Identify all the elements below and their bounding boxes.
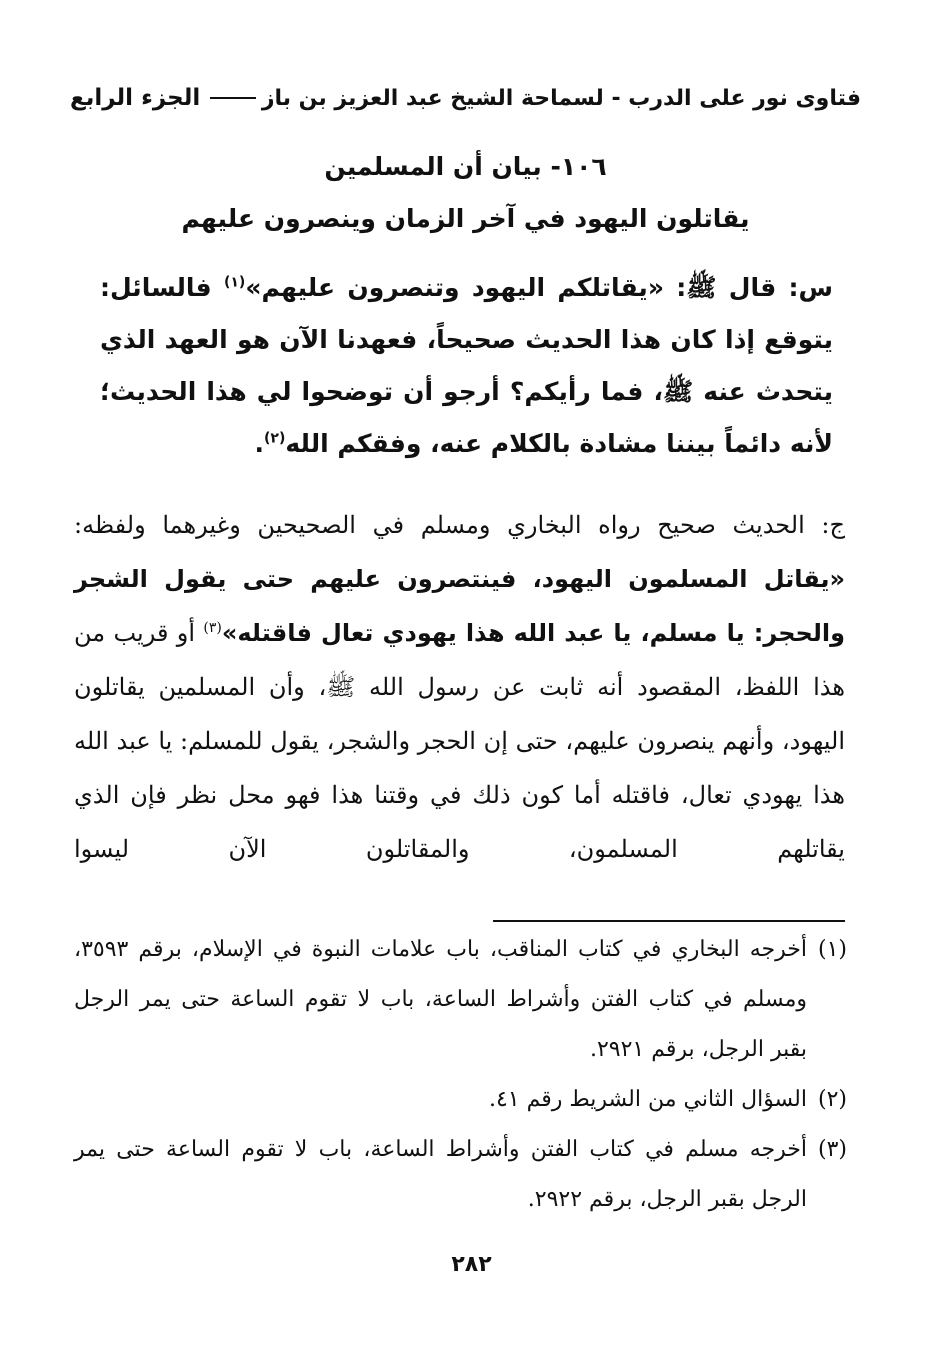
footnote-text: أخرجه البخاري في كتاب المناقب، باب علامات النبوة في الإسلام، برقم ٣٥٩٣، ومسلم في كتاب الفتن وأشراط الساعة، باب لا تقوم الساعة حتى يمر الرجل بقبر الرجل، برقم ٢٩٢١.	[74, 937, 807, 1062]
answer-body: أو قريب من هذا اللفظ، المقصود أنه ثابت عن رسول الله ﷺ، وأن المسلمين يقاتلون اليهود، وأنهم ينصرون عليهم، حتى إن الحجر والشجر، يقول للمسلم: يا عبد الله هذا يهودي تعال، فاقتله أما كون ذلك في وقتنا هذا فهو محل نظر فإن الذي يقاتلهم المسلمون، والمقاتلون الآن ليسوا	[74, 619, 846, 863]
volume-label: الجزء الرابع	[70, 85, 201, 111]
question-text: فالسائل: يتوقع إذا كان هذا الحديث صحيحاً، فعهدنا الآن هو العهد الذي يتحدث عنه ﷺ، فما رأيكم؟ أرجو أن توضحوا لي هذا الحديث؛ لأنه دائماً بيننا مشادة بالكلام عنه، وفقكم الله	[100, 273, 833, 458]
footnote-text: السؤال الثاني من الشريط رقم ٤١.	[488, 1087, 807, 1112]
footnote	[74, 1075, 847, 1125]
section-title-line-2: يقاتلون اليهود في آخر الزمان وينصرون عليهم	[181, 204, 750, 233]
footnote	[74, 1125, 847, 1225]
book-title: فتاوى نور على الدرب - لسماحة الشيخ عبد العزيز بن باز	[261, 85, 861, 111]
footnote-separator	[493, 920, 845, 922]
footnote-number: (١)	[817, 937, 847, 962]
header-rule	[210, 97, 256, 99]
footnote	[74, 925, 847, 1075]
running-header	[70, 78, 861, 118]
answer-paragraph	[74, 498, 845, 876]
question-end: .	[254, 429, 265, 458]
footnote-number: (٢)	[817, 1087, 847, 1112]
hadith-quote: «يقاتل المسلمون اليهود، فينتصرون عليهم حتى يقول الشجر والحجر: يا مسلم، يا عبد الله هذا يهودي تعال فاقتله»	[74, 565, 845, 647]
footnote-ref-2: (٢)	[264, 430, 286, 447]
footnote-number: (٣)	[817, 1137, 847, 1162]
footnotes	[74, 925, 847, 1225]
question-paragraph	[100, 262, 833, 470]
footnote-text: أخرجه مسلم في كتاب الفتن وأشراط الساعة، باب لا تقوم الساعة حتى يمر الرجل بقبر الرجل، برقم ٢٩٢٢.	[74, 1137, 807, 1212]
footnote-ref-1: (١)	[223, 274, 246, 291]
footnote-ref-3: (٣)	[203, 620, 222, 636]
answer-intro: ج: الحديث صحيح رواه البخاري ومسلم في الصحيحين وغيرهما ولفظه:	[74, 511, 845, 539]
question-lead: س: قال ﷺ: «يقاتلكم اليهود وتنصرون عليهم»	[245, 273, 833, 302]
section-title-line-1: ١٠٦- بيان أن المسلمين	[324, 152, 607, 181]
page-number: ٢٨٢	[451, 1252, 492, 1277]
